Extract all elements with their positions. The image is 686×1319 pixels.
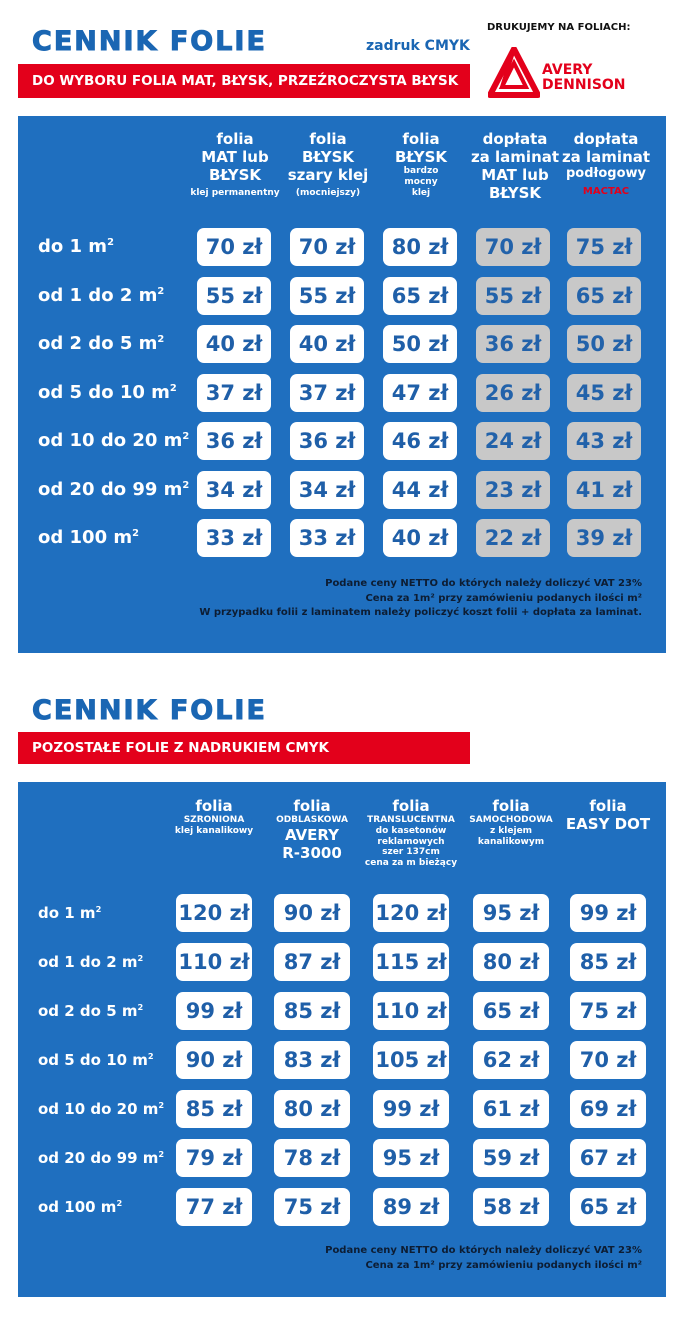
- price-cell: 87 zł: [274, 943, 350, 981]
- row-label: od 20 do 99 $m^2$: [38, 478, 190, 500]
- price-cell: 99 zł: [570, 894, 646, 932]
- price-cell: 22 zł: [476, 519, 550, 557]
- page-title: CENNIK FOLIE: [32, 26, 267, 57]
- price-cell: 105 zł: [373, 1041, 449, 1079]
- price-cell: 40 zł: [197, 325, 271, 363]
- price-cell: 33 zł: [197, 519, 271, 557]
- banner-2: POZOSTAŁE FOLIE Z NADRUKIEM CMYK: [18, 732, 470, 764]
- price-cell: 34 zł: [197, 471, 271, 509]
- column-header: dopłata za laminat podłogowy MACTAC: [561, 130, 651, 197]
- price-cell: 65 zł: [473, 992, 549, 1030]
- price-cell: 80 zł: [383, 228, 457, 266]
- row-label: od 2 do 5 $m^2$: [38, 333, 165, 354]
- row-label: od 5 do 10 $m^2$: [38, 1051, 154, 1069]
- brand-logo: [488, 45, 648, 101]
- price-cell: 80 zł: [473, 943, 549, 981]
- brand-name-line1: AVERY: [542, 62, 593, 78]
- column-header: folia ODBLASKOWA AVERY R-3000: [276, 797, 348, 862]
- price-cell: 47 zł: [383, 374, 457, 412]
- price-cell: 36 zł: [197, 422, 271, 460]
- footnote: Podane ceny NETTO do których należy doliczyć VAT 23% Cena za 1m² przy zamówieniu podanych ilości m² W przypadku folii z laminatem należy policzyć koszt folii + dopłata za laminat.: [199, 578, 642, 618]
- price-cell: 50 zł: [383, 325, 457, 363]
- price-cell: 70 zł: [197, 228, 271, 266]
- row-label: do 1 $m^2$: [38, 236, 114, 257]
- row-label: do 1 $m^2$: [38, 904, 102, 922]
- row-label: od 5 do 10 $m^2$: [38, 381, 177, 403]
- price-cell: 37 zł: [290, 374, 364, 412]
- price-cell: 26 zł: [476, 374, 550, 412]
- price-cell: 75 zł: [567, 228, 641, 266]
- price-cell: 39 zł: [567, 519, 641, 557]
- column-header: folia EASY DOT: [565, 797, 651, 833]
- price-cell: 65 zł: [383, 277, 457, 315]
- price-cell: 95 zł: [473, 894, 549, 932]
- price-cell: 75 zł: [570, 992, 646, 1030]
- price-cell: 61 zł: [473, 1090, 549, 1128]
- subtitle: zadruk CMYK: [366, 38, 470, 54]
- price-cell: 33 zł: [290, 519, 364, 557]
- price-cell: 62 zł: [473, 1041, 549, 1079]
- price-cell: 85 zł: [176, 1090, 252, 1128]
- price-cell: 36 zł: [290, 422, 364, 460]
- price-cell: 65 zł: [570, 1188, 646, 1226]
- column-header: dopłata za laminat MAT lub BŁYSK: [470, 130, 560, 202]
- price-cell: 59 zł: [473, 1139, 549, 1177]
- price-cell: 83 zł: [274, 1041, 350, 1079]
- price-cell: 77 zł: [176, 1188, 252, 1226]
- price-cell: 99 zł: [176, 992, 252, 1030]
- price-cell: 120 zł: [373, 894, 449, 932]
- row-label: od 10 do 20 $m^2$: [38, 430, 190, 451]
- price-cell: 41 zł: [567, 471, 641, 509]
- column-header: folia BŁYSK bardzo mocny klej: [394, 130, 448, 198]
- row-label: od 1 do 2 $m^2$: [38, 953, 144, 971]
- page-title-2: CENNIK FOLIE: [32, 695, 267, 726]
- price-cell: 80 zł: [274, 1090, 350, 1128]
- price-cell: 90 zł: [274, 894, 350, 932]
- price-cell: 40 zł: [290, 325, 364, 363]
- price-cell: 45 zł: [567, 374, 641, 412]
- price-cell: 85 zł: [274, 992, 350, 1030]
- price-cell: 58 zł: [473, 1188, 549, 1226]
- column-header: folia SAMOCHODOWA z klejem kanalikowym: [469, 797, 553, 847]
- price-cell: 69 zł: [570, 1090, 646, 1128]
- price-cell: 115 zł: [373, 943, 449, 981]
- price-cell: 24 zł: [476, 422, 550, 460]
- column-header: folia SZRONIONA klej kanalikowy: [174, 797, 254, 836]
- price-cell: 89 zł: [373, 1188, 449, 1226]
- price-cell: 70 zł: [290, 228, 364, 266]
- price-cell: 55 zł: [476, 277, 550, 315]
- brand-name-line2: DENNISON: [542, 76, 626, 93]
- print-label: DRUKUJEMY NA FOLIACH:: [487, 22, 631, 33]
- price-cell: 67 zł: [570, 1139, 646, 1177]
- column-header: folia TRANSLUCENTNA do kasetonów reklamowych szer 137cm cena za m bieżący: [364, 797, 458, 869]
- column-header: folia MAT lub BŁYSK klej permanentny: [190, 130, 280, 198]
- price-cell: 37 zł: [197, 374, 271, 412]
- price-cell: 99 zł: [373, 1090, 449, 1128]
- price-cell: 55 zł: [197, 277, 271, 315]
- price-cell: 40 zł: [383, 519, 457, 557]
- price-cell: 36 zł: [476, 325, 550, 363]
- row-label: od 20 do 99 $m^2$: [38, 1149, 165, 1167]
- price-cell: 70 zł: [570, 1041, 646, 1079]
- price-cell: 55 zł: [290, 277, 364, 315]
- price-cell: 79 zł: [176, 1139, 252, 1177]
- price-cell: 75 zł: [274, 1188, 350, 1226]
- row-label: od 100 $m^2$: [38, 527, 139, 548]
- footnote-2: Podane ceny NETTO do których należy doliczyć VAT 23% Cena za 1m² przy zamówieniu podanych ilości m²: [325, 1245, 642, 1271]
- price-cell: 50 zł: [567, 325, 641, 363]
- row-label: od 100 $m^2$: [38, 1198, 123, 1216]
- price-cell: 43 zł: [567, 422, 641, 460]
- price-cell: 23 zł: [476, 471, 550, 509]
- price-cell: 90 zł: [176, 1041, 252, 1079]
- price-cell: 34 zł: [290, 471, 364, 509]
- price-cell: 46 zł: [383, 422, 457, 460]
- row-label: od 2 do 5 $m^2$: [38, 1002, 144, 1020]
- price-cell: 120 zł: [176, 894, 252, 932]
- column-header: folia BŁYSK szary klej (mocniejszy): [287, 130, 369, 198]
- row-label: od 1 do 2 $m^2$: [38, 284, 165, 306]
- price-cell: 95 zł: [373, 1139, 449, 1177]
- price-cell: 110 zł: [176, 943, 252, 981]
- price-cell: 44 zł: [383, 471, 457, 509]
- row-label: od 10 do 20 $m^2$: [38, 1100, 165, 1118]
- avery-triangle-icon: [488, 47, 540, 99]
- price-cell: 70 zł: [476, 228, 550, 266]
- banner: DO WYBORU FOLIA MAT, BŁYSK, PRZEŹROCZYSTA BŁYSK: [18, 64, 470, 98]
- price-cell: 85 zł: [570, 943, 646, 981]
- price-cell: 78 zł: [274, 1139, 350, 1177]
- price-cell: 65 zł: [567, 277, 641, 315]
- price-cell: 110 zł: [373, 992, 449, 1030]
